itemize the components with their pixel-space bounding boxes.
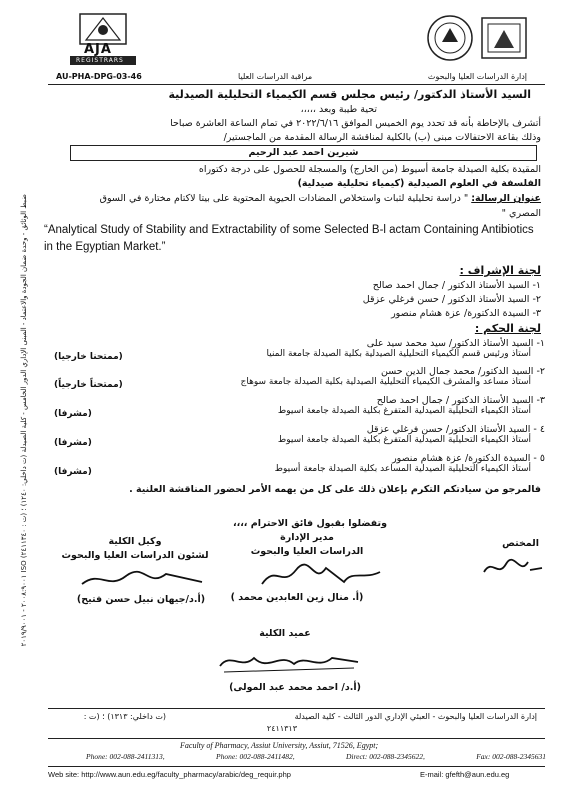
committee-member-role: (مشرفا) [54,409,92,419]
header-left-label: مراقبة الدراسات العليا [238,72,313,81]
committee-member-name: ٢- السيد الدكتور/ محمد جمال الدين حسن [381,366,545,377]
signature-col1-title: المختص [502,538,539,549]
footer-fax: Fax: 002-088-2345631 [476,752,546,761]
supervision-member-1: ١- السيد الأستاذ الدكتور / جمال احمد صالح [372,280,541,291]
committee-member-1 [48,338,545,362]
paragraph-1-line-2: وذلك بقاعة الاحتفالات مبنى (ب) بالكلية لمناقشة الرسالة المقدمة من الماجستير/ [223,132,541,143]
dean-title: عميد الكلية [259,628,311,639]
committee-member-position: أستاذ ورئيس قسم الكيمياء التحليلية الصيدلية بكلية الصيدلة جامعة المنيا [266,349,531,359]
footer-phone-2: Phone: 002-088-2411482, [215,752,295,761]
dean-signature-mark [214,646,364,678]
supervision-member-2: ٢- السيد الأستاذ الدكتور / حسن فرغلي عزقل [362,294,541,305]
footer-ref-ext: (ت داخلي: ١٣١٣) ؛ (ت : [83,712,166,721]
university-logos [424,12,532,66]
paragraph-2-line-1: المقيدة بكلية الصيدلة جامعة أسيوط (من الخارج) والمسجلة للحصول على درجة دكتوراه [198,164,541,175]
signature-col3-mark [78,566,208,594]
header-divider [48,84,545,85]
thesis-english-title: “Analytical Study of Stability and Extractability of some Selected B-l actam Containing Antibiotics in the Egyptian Market.” [44,224,534,253]
committee-member-name: ٥ - السيدة الدكتورة/ عزة هشام منصور [392,453,545,464]
committee-member-role: (مشرفا) [54,467,92,477]
university-seal-icon [424,12,532,66]
student-name-box [70,145,537,161]
committee-member-position: أستاذ الكيمياء التحليلية الصيدلية المتفرغ بكلية الصيدلة جامعة اسيوط [277,406,531,416]
footer-ref-ar: إدارة الدراسات العليا والبحوث - العبئي الإداري الدور الثالث - كلية الصيدلة [294,712,537,721]
committee-member-4 [48,424,545,448]
footer-ref-ar-2: ٢٤١١٣١٣ [266,724,297,733]
footer-divider-bottom [48,766,545,767]
footer-divider-mid [48,738,545,739]
footer-phone-1: Phone: 002-088-2411313, [86,752,165,761]
paragraph-1-line-1: أتشرف بالإحاطة بأنه قد تحدد يوم الخميس الموافق ٢٠٢٢/٦/١٦ في تمام الساعة العاشرة صباحا [170,118,541,129]
signature-col3-title-1: وكيل الكلية [108,536,162,547]
signature-col1-mark [480,552,550,582]
committee-member-3 [48,395,545,419]
student-name: شيرين احمد عبد الرحيم [248,147,359,158]
footer-email[interactable]: E-mail: gfefth@aun.edu.eg [420,770,510,779]
committee-member-name: ٤ - السيد الأستاذ الدكتور/ حسن فرغلي عزقل [366,424,545,435]
committee-member-role: (ممتحناً خارجياً) [54,380,123,390]
footer-website[interactable]: Web site: http://www.aun.edu.eg/faculty_pharmacy/arabic/deg_requir.php [48,770,291,779]
closing-request: فالمرجو من سيادتكم التكرم بإعلان ذلك على كل من يهمه الأمر لحضور المناقشة العلنية . [129,484,541,495]
thesis-arabic-text: " دراسة تحليلية لثبات واستخلاص المضادات الحيوية المحتوية على بيتا لاكتام مختارة في السوق [99,193,469,204]
supervision-title: لجنة الإشراف : [459,264,541,277]
footer-direct: Direct: 002-088-2345622, [345,752,425,761]
signature-col3-title-2: لشئون الدراسات العليا والبحوث [61,550,209,561]
side-stamp-text: ضبط الوثائق - وحدة ضمان الجودة والاعتماد - المبنى الإداري الدور الخامس - كلية الصيدلة (ت داخلي: ١٢٤٠) ؛ (ت : ٢٤١١٣٤٠) ISO ٢٠٠٨:٩٠٠١ - ٢٠١٩/٩٠٠١ [20,194,28,647]
signature-col2-name: (أ. منال زين العابدين محمد ) [230,592,364,603]
addressee: السيد الأستاذ الدكتور/ رئيس مجلس قسم الكيمياء التحليلية الصيدلية [168,88,531,101]
committee-member-role: (مشرفا) [54,438,92,448]
committee-member-position: أستاذ الكيمياء التحليلية الصيدلية المتفرغ بكلية الصيدلة جامعة اسيوط [277,435,531,445]
committee-member-position: أستاذ الكيمياء التحليلية الصيدلية المساعد بكلية الصيدلة جامعة أسيوط [274,464,531,474]
signature-col2-title-2: الدراسات العليا والبحوث [250,546,364,557]
dean-name: (أ.د/ احمد محمد عبد المولى) [229,682,361,693]
committee-member-name: ٣- السيد الأستاذ الدكتور / جمال احمد صالح [376,395,545,406]
greeting: تحية طيبة وبعد ،،،،، [300,104,377,115]
footer-contacts [86,752,546,761]
aja-logo-sub: REGISTRARS [76,57,124,64]
side-stamp [4,194,44,647]
doc-code: AU-PHA-DPG-03-46 [56,72,142,81]
closing-text: وتفضلوا بقبول فائق الاحترام ،،،، [232,518,387,529]
footer-divider-top [48,708,545,709]
thesis-label: عنوان الرسالة: [471,193,541,204]
aja-logo [66,12,140,70]
supervision-member-3: ٣- السيدة الدكتورة/ عزة هشام منصور [391,308,541,319]
header-right-label: إدارة الدراسات العليا والبحوث [427,72,527,81]
signature-col2-title-1: مدير الإدارة [280,532,334,543]
thesis-arabic-line-2: المصري " [501,208,541,219]
signature-col2-mark [256,560,386,592]
committee-title: لجنة الحكم : [474,322,541,335]
paragraph-2-line-2: الفلسفة في العلوم الصيدلية (كيمياء تحليلية صيدلية) [297,178,541,189]
aja-logo-text: AJA [84,42,112,57]
footer-address: Faculty of Pharmacy, Assiut University, Assiut, 71526, Egypt; [180,741,379,750]
committee-member-position: أستاذ مساعد والمشرف الكيمياء التحليلية الصيدلية بكلية الصيدلة جامعة سوهاج [240,377,531,387]
committee-member-role: (ممتحنا خارجيا) [54,352,123,362]
committee-member-name: ١- السيد الأستاذ الدكتور/ سيد محمد سيد على [366,338,545,349]
committee-member-2 [48,366,545,390]
committee-member-5 [48,453,545,477]
signature-col3-name: (أ.د/جيهان نبيل حسن فتيح) [76,594,206,605]
thesis-arabic-line-1 [21,193,541,204]
